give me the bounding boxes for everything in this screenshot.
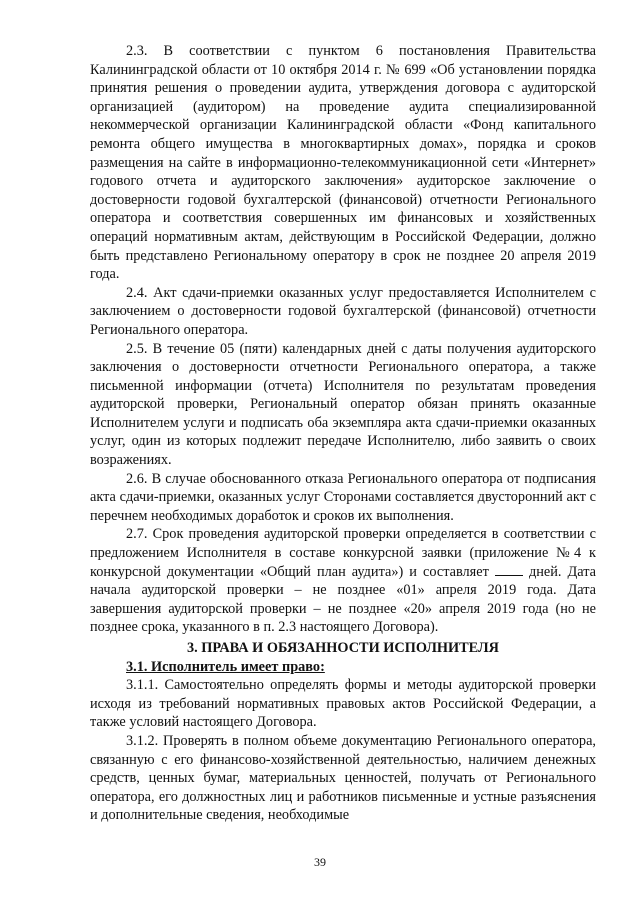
paragraph-2-7-part-1: 2.7. Срок проведения аудиторской проверки определяется в соответствии с предложением Исполнителя в составе конкурсной заявки (приложение №4 к конкурсной документации «Общий план аудита») и составляет: [90, 526, 596, 580]
paragraph-3-1-2: 3.1.2. Проверять в полном объеме документацию Регионального оператора, связанную с его финансово-хозяйственной деятельностью, наличием денежных средств, ценных бумаг, материальных ценностей, получать от Регионального оператора, его должностных лиц и работников письменные и устные разъяснения и дополнительные сведения, необходимые: [90, 732, 596, 824]
section-title: 3. ПРАВА И ОБЯЗАННОСТИ ИСПОЛНИТЕЛЯ: [187, 640, 499, 656]
paragraph-3-1-1: 3.1.1. Самостоятельно определять формы и методы аудиторской проверки исходя из требований нормативных правовых актов Российской Федерации, а также условий настоящего Договора.: [90, 677, 596, 731]
paragraph-2-7: [90, 525, 596, 637]
paragraph-2-3: 2.3. В соответствии с пунктом 6 постановления Правительства Калининградской области от 10 октября 2014 г. № 699 «Об установлении порядка принятия решения о проведении аудита, утверждения договора с аудиторской организацией (аудитором) на проведение аудита специализированной некоммерческой организации Калининградской области «Фонд капитального ремонта общего имущества в многоквартирных домах», порядка и сроков размещения на сайте в информационно-телекоммуникационной сети «Интернет» годового отчета и аудиторского заключения» аудиторское заключение о достоверности годовой бухгалтерской (финансовой) отчетности Регионального оператора и соответствия совершенных им финансовых и хозяйственных операций нормативным актам, действующим в Российской Федерации, должно быть представлено Региональному оператору в срок не позднее 20 апреля 2019 года.: [90, 43, 596, 283]
subsection-title: 3.1. Исполнитель имеет право:: [126, 658, 325, 675]
paragraph-2-6: 2.6. В случае обоснованного отказа Регионального оператора от подписания акта сдачи-приемки, оказанных услуг Сторонами составляется двусторонний акт с перечнем необходимых доработок и сроков их выполнения.: [90, 470, 596, 524]
paragraph-2-5: 2.5. В течение 05 (пяти) календарных дней с даты получения аудиторского заключения о достоверности отчетности Регионального оператора, а также письменной информации (отчета) Исполнителя по результатам проведения аудиторской проверки, Региональный оператор обязан принять оказанные Исполнителем услуги и подписать оба экземпляра акта сдачи-приемки оказанных услуг, один из которых подлежит передаче Исполнителю, либо заявить о своих возражениях.: [90, 340, 596, 469]
paragraph-2-4: 2.4. Акт сдачи-приемки оказанных услуг предоставляется Исполнителем с заключением о достоверности годовой бухгалтерской (финансовой) отчетности Регионального оператора.: [90, 284, 596, 338]
paragraph-2-7-part-2: дней. Дата начала аудиторской проверки – не позднее «01» апреля 2019 года. Дата завершения аудиторской проверки – не позднее «20» апреля 2019 года (но не позднее срока, указанного в п. 2.3 настоящего Договора).: [90, 563, 597, 636]
blank-days-field: [495, 575, 523, 576]
page-number: 39: [314, 855, 326, 869]
